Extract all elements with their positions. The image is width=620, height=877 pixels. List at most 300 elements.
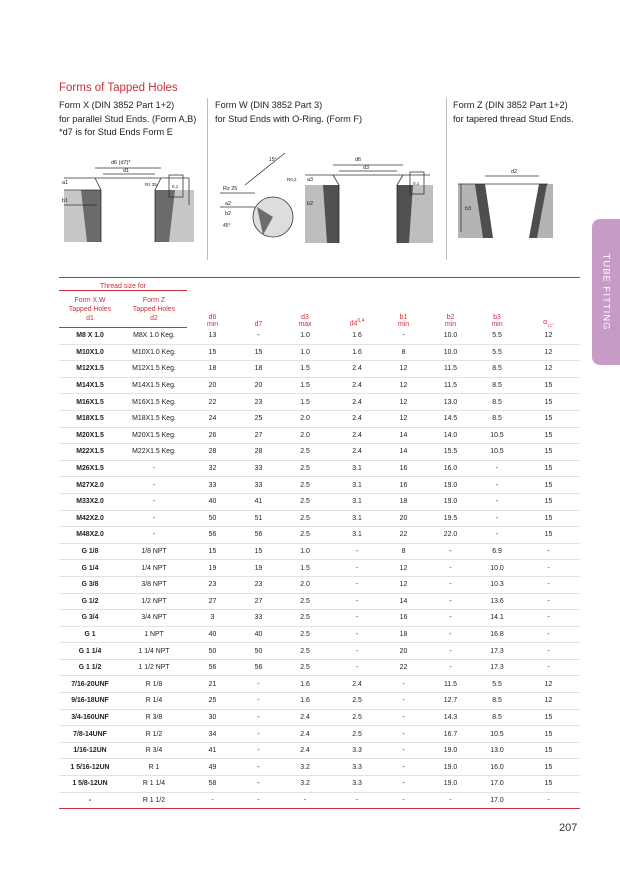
table-cell: 22.0 bbox=[424, 527, 477, 544]
table-cell: 2.5 bbox=[279, 659, 331, 676]
table-cell: 15 bbox=[517, 460, 580, 477]
table-cell: - bbox=[517, 659, 580, 676]
table-cell: M10X1.0 bbox=[59, 344, 121, 361]
table-cell: 8 bbox=[383, 344, 424, 361]
table-cell: 1 5/16-12UN bbox=[59, 759, 121, 776]
table-cell: 40 bbox=[187, 493, 238, 510]
label-a2: a2 bbox=[225, 201, 232, 207]
table-cell: 1.0 bbox=[279, 328, 331, 345]
table-cell: 1.6 bbox=[279, 676, 331, 693]
table-cell: 33 bbox=[238, 460, 279, 477]
table-cell: 10.5 bbox=[477, 427, 517, 444]
section-title: Forms of Tapped Holes bbox=[59, 82, 178, 94]
table-row bbox=[59, 560, 580, 577]
table-cell: - bbox=[383, 328, 424, 345]
table-cell: 13 bbox=[187, 328, 238, 345]
table-cell: 16 bbox=[383, 460, 424, 477]
header-b1 bbox=[383, 278, 424, 328]
table-cell: 12 bbox=[383, 410, 424, 427]
table-cell: 8.5 bbox=[477, 377, 517, 394]
header-d4-tolerance: 0,4 bbox=[357, 318, 365, 325]
table-cell: 11.5 bbox=[424, 361, 477, 378]
table-cell: 10.5 bbox=[477, 444, 517, 461]
header-b1-qualifier: min bbox=[397, 320, 410, 328]
table-cell: G 1/4 bbox=[59, 560, 121, 577]
table-cell: 17.3 bbox=[477, 659, 517, 676]
table-cell: 50 bbox=[238, 643, 279, 660]
table-cell: - bbox=[331, 593, 383, 610]
table-cell: M22X1.5 Keg. bbox=[121, 444, 187, 461]
table-cell: 2.0 bbox=[279, 576, 331, 593]
table-cell: 56 bbox=[238, 527, 279, 544]
table-cell: M8 X 1.0 bbox=[59, 328, 121, 345]
table-row bbox=[59, 776, 580, 793]
table-cell: 3.3 bbox=[331, 776, 383, 793]
table-cell: 12 bbox=[517, 693, 580, 710]
table-cell: 34 bbox=[187, 726, 238, 743]
table-cell: 8.5 bbox=[477, 709, 517, 726]
table-cell: 19.0 bbox=[424, 493, 477, 510]
label-angle-15: 15° bbox=[269, 157, 277, 163]
table-cell: 1.5 bbox=[279, 377, 331, 394]
table-cell: 13.0 bbox=[477, 742, 517, 759]
table-cell: - bbox=[517, 643, 580, 660]
table-cell: - bbox=[383, 776, 424, 793]
table-cell: G 1 1/4 bbox=[59, 643, 121, 660]
table-cell: - bbox=[331, 792, 383, 809]
table-cell: 12 bbox=[517, 676, 580, 693]
table-cell: - bbox=[238, 709, 279, 726]
table-row bbox=[59, 659, 580, 676]
table-cell: 2.4 bbox=[331, 676, 383, 693]
table-cell: 10.3 bbox=[477, 576, 517, 593]
table-cell: 2.5 bbox=[331, 693, 383, 710]
table-cell: - bbox=[477, 527, 517, 544]
table-cell: M16X1.5 Keg. bbox=[121, 394, 187, 411]
table-cell: 15 bbox=[517, 709, 580, 726]
table-cell: 27 bbox=[238, 593, 279, 610]
table-cell: 23 bbox=[238, 394, 279, 411]
table-cell: - bbox=[238, 742, 279, 759]
table-cell: 1.6 bbox=[331, 344, 383, 361]
table-cell: 2.4 bbox=[331, 361, 383, 378]
label-rz: Rz 25 bbox=[145, 182, 157, 187]
label-d6: d6 bbox=[355, 157, 362, 163]
table-cell: M42X2.0 bbox=[59, 510, 121, 527]
table-cell: 15 bbox=[517, 527, 580, 544]
table-cell: 1.0 bbox=[279, 344, 331, 361]
table-cell: 1.6 bbox=[331, 328, 383, 345]
table-cell: - bbox=[424, 593, 477, 610]
table-cell: 3.3 bbox=[331, 759, 383, 776]
header-form-z-line-3: d2 bbox=[150, 314, 158, 322]
table-cell: 20 bbox=[383, 643, 424, 660]
table-cell: - bbox=[477, 460, 517, 477]
table-cell: 12 bbox=[383, 576, 424, 593]
table-cell: 19.0 bbox=[424, 477, 477, 494]
header-b3-qualifier: min bbox=[491, 320, 503, 328]
table-cell: - bbox=[517, 543, 580, 560]
table-row bbox=[59, 693, 580, 710]
table-cell: 15 bbox=[517, 410, 580, 427]
table-cell: 28 bbox=[187, 444, 238, 461]
table-cell: 16 bbox=[383, 610, 424, 627]
form-x-drawing bbox=[59, 150, 204, 255]
label-angle-45: 45° bbox=[223, 223, 231, 229]
table-cell: 12 bbox=[383, 560, 424, 577]
header-form-z-line-1: Form Z bbox=[142, 296, 166, 304]
table-cell: G 1 bbox=[59, 626, 121, 643]
header-d7 bbox=[238, 278, 279, 328]
table-cell: - bbox=[121, 493, 187, 510]
header-alpha-tolerance: ±1° bbox=[547, 322, 554, 328]
table-cell: 41 bbox=[238, 493, 279, 510]
table-cell: 19 bbox=[238, 560, 279, 577]
table-cell: 58 bbox=[187, 776, 238, 793]
table-cell: 8.5 bbox=[477, 361, 517, 378]
table-cell: - bbox=[331, 643, 383, 660]
table-cell: 2.5 bbox=[331, 709, 383, 726]
table-cell: 1/4 NPT bbox=[121, 560, 187, 577]
table-cell: - bbox=[424, 560, 477, 577]
table-cell: M12X1.5 bbox=[59, 361, 121, 378]
form-w-drawing bbox=[215, 145, 443, 255]
table-cell: 16 bbox=[383, 477, 424, 494]
table-cell: 15 bbox=[187, 344, 238, 361]
table-cell: M16X1.5 bbox=[59, 394, 121, 411]
table-cell: 2.5 bbox=[279, 610, 331, 627]
table-row bbox=[59, 543, 580, 560]
table-cell: 1.5 bbox=[279, 361, 331, 378]
table-cell: 22 bbox=[187, 394, 238, 411]
table-cell: 8.5 bbox=[477, 394, 517, 411]
table-cell: M12X1.5 Keg. bbox=[121, 361, 187, 378]
table-cell: M10X1.0 Keg. bbox=[121, 344, 187, 361]
table-cell: 6.9 bbox=[477, 543, 517, 560]
label-a3: a3 bbox=[307, 177, 314, 183]
table-cell: 2.5 bbox=[279, 626, 331, 643]
table-cell: 16.7 bbox=[424, 726, 477, 743]
table-cell: 23 bbox=[187, 576, 238, 593]
header-d3-qualifier: max bbox=[298, 320, 312, 328]
table-cell: 21 bbox=[187, 676, 238, 693]
table-cell: 33 bbox=[238, 477, 279, 494]
table-cell: 18 bbox=[383, 626, 424, 643]
table-row bbox=[59, 527, 580, 544]
label-b1: b1 bbox=[62, 198, 69, 204]
table-cell: M14X1.5 bbox=[59, 377, 121, 394]
table-cell: - bbox=[121, 460, 187, 477]
label-b2-left: b2 bbox=[225, 211, 232, 217]
table-cell: 7/16-20UNF bbox=[59, 676, 121, 693]
table-row bbox=[59, 709, 580, 726]
table-cell: M22X1.5 bbox=[59, 444, 121, 461]
header-d3-name: d3 bbox=[301, 313, 309, 321]
table-row bbox=[59, 626, 580, 643]
table-cell: - bbox=[383, 759, 424, 776]
label-rz-w: Rz 25 bbox=[223, 186, 238, 192]
label-b2: b2 bbox=[307, 201, 314, 207]
table-cell: 17.3 bbox=[477, 643, 517, 660]
table-cell: 2.5 bbox=[279, 493, 331, 510]
table-cell: M48X2.0 bbox=[59, 527, 121, 544]
table-cell: 49 bbox=[187, 759, 238, 776]
form-z-description bbox=[453, 99, 574, 126]
header-d3 bbox=[279, 278, 331, 328]
table-cell: - bbox=[238, 792, 279, 809]
table-row bbox=[59, 361, 580, 378]
table-cell: 15 bbox=[517, 394, 580, 411]
label-d1: d1 bbox=[123, 168, 130, 174]
table-cell: - bbox=[477, 493, 517, 510]
table-cell: 2.4 bbox=[331, 444, 383, 461]
page-number: 207 bbox=[559, 822, 578, 834]
table-cell: 18 bbox=[187, 361, 238, 378]
table-cell: - bbox=[331, 560, 383, 577]
form-z-drawing bbox=[453, 160, 558, 250]
table-cell: - bbox=[383, 742, 424, 759]
table-cell: 3.1 bbox=[331, 477, 383, 494]
table-cell: 14 bbox=[383, 427, 424, 444]
table-cell: 56 bbox=[187, 659, 238, 676]
table-cell: - bbox=[424, 626, 477, 643]
table-cell: M18X1.5 Keg. bbox=[121, 410, 187, 427]
table-cell: 15 bbox=[517, 377, 580, 394]
table-row bbox=[59, 444, 580, 461]
table-cell: 1 5/8-12UN bbox=[59, 776, 121, 793]
table-cell: R 1 1/2 bbox=[121, 792, 187, 809]
table-cell: 10.5 bbox=[477, 726, 517, 743]
header-b2-name: b2 bbox=[446, 313, 455, 321]
table-cell: 12 bbox=[517, 328, 580, 345]
table-cell: 14 bbox=[383, 593, 424, 610]
table-cell: 2.0 bbox=[279, 410, 331, 427]
table-cell: - bbox=[238, 726, 279, 743]
table-cell: 15 bbox=[238, 344, 279, 361]
table-cell: 15 bbox=[517, 726, 580, 743]
table-cell: - bbox=[121, 510, 187, 527]
table-cell: 2.5 bbox=[279, 444, 331, 461]
table-cell: G 1/2 bbox=[59, 593, 121, 610]
table-cell: R 3/8 bbox=[121, 709, 187, 726]
table-cell: 15 bbox=[517, 776, 580, 793]
table-cell: - bbox=[383, 693, 424, 710]
table-cell: 10.0 bbox=[424, 344, 477, 361]
table-cell: 1.5 bbox=[279, 560, 331, 577]
table-cell: - bbox=[424, 792, 477, 809]
table-cell: 22 bbox=[383, 527, 424, 544]
table-cell: 16.0 bbox=[477, 759, 517, 776]
header-d7-name: d7 bbox=[254, 320, 263, 328]
table-cell: 25 bbox=[238, 410, 279, 427]
header-alpha bbox=[517, 278, 580, 328]
table-cell: - bbox=[238, 693, 279, 710]
form-x-line-3: *d7 is for Stud Ends Form E bbox=[59, 127, 173, 137]
table-cell: 13.6 bbox=[477, 593, 517, 610]
table-row bbox=[59, 394, 580, 411]
column-divider bbox=[446, 98, 447, 260]
table-cell: 2.5 bbox=[279, 460, 331, 477]
table-cell: 15 bbox=[517, 493, 580, 510]
table-cell: 22 bbox=[383, 659, 424, 676]
table-cell: - bbox=[331, 610, 383, 627]
table-cell: M20X1.5 bbox=[59, 427, 121, 444]
table-cell: R 1 1/4 bbox=[121, 776, 187, 793]
table-cell: R 1/4 bbox=[121, 693, 187, 710]
header-form-xw-line-3: d1 bbox=[86, 314, 94, 322]
table-cell: 18 bbox=[238, 361, 279, 378]
header-b2-qualifier: min bbox=[444, 320, 457, 328]
side-tab-label: TUBE FITTING bbox=[600, 253, 612, 331]
table-cell: 15 bbox=[517, 510, 580, 527]
table-cell: 3/4-160UNF bbox=[59, 709, 121, 726]
table-cell: 16.8 bbox=[477, 626, 517, 643]
table-cell: 24 bbox=[187, 410, 238, 427]
table-cell: G 3/4 bbox=[59, 610, 121, 627]
form-w-line-1: Form W (DIN 3852 Part 3) bbox=[215, 100, 323, 110]
table-cell: 40 bbox=[238, 626, 279, 643]
table-cell: 8 bbox=[383, 543, 424, 560]
table-cell: 56 bbox=[187, 527, 238, 544]
table-cell: 20 bbox=[383, 510, 424, 527]
table-cell: 15 bbox=[517, 427, 580, 444]
table-cell: - bbox=[121, 527, 187, 544]
table-cell: - bbox=[383, 792, 424, 809]
table-cell: - bbox=[517, 593, 580, 610]
table-cell: 1 1/2 NPT bbox=[121, 659, 187, 676]
table-cell: - bbox=[517, 610, 580, 627]
label-d3: d3 bbox=[363, 165, 370, 171]
table-cell: 20 bbox=[187, 377, 238, 394]
table-cell: R 1/8 bbox=[121, 676, 187, 693]
table-cell: - bbox=[424, 659, 477, 676]
thread-size-group-header: Thread size for bbox=[59, 278, 187, 291]
table-cell: 3.2 bbox=[279, 759, 331, 776]
table-cell: 40 bbox=[187, 626, 238, 643]
table-cell: 33 bbox=[187, 477, 238, 494]
table-cell: G 1 1/2 bbox=[59, 659, 121, 676]
table-cell: 2.4 bbox=[279, 726, 331, 743]
table-cell: 5.5 bbox=[477, 676, 517, 693]
table-cell: - bbox=[517, 576, 580, 593]
form-x-description bbox=[59, 99, 196, 140]
table-row bbox=[59, 610, 580, 627]
table-cell: 19.5 bbox=[424, 510, 477, 527]
table-cell: - bbox=[59, 792, 121, 809]
table-cell: - bbox=[187, 792, 238, 809]
table-cell: 23 bbox=[238, 576, 279, 593]
table-cell: 2.0 bbox=[279, 427, 331, 444]
table-cell: 33 bbox=[238, 610, 279, 627]
form-z-line-2: for tapered thread Stud Ends. bbox=[453, 113, 574, 124]
table-cell: - bbox=[477, 477, 517, 494]
table-cell: - bbox=[383, 726, 424, 743]
header-form-z bbox=[121, 291, 187, 328]
table-cell: 19 bbox=[187, 560, 238, 577]
table-cell: 15.5 bbox=[424, 444, 477, 461]
table-cell: 3.2 bbox=[279, 776, 331, 793]
table-cell: 1.5 bbox=[279, 394, 331, 411]
table-cell: 50 bbox=[187, 643, 238, 660]
table-cell: 17.0 bbox=[477, 792, 517, 809]
table-cell: 2.4 bbox=[331, 377, 383, 394]
table-cell: 2.4 bbox=[331, 410, 383, 427]
table-cell: - bbox=[238, 328, 279, 345]
table-row bbox=[59, 377, 580, 394]
label-tol-w: 0,1 bbox=[413, 181, 420, 186]
table-cell: - bbox=[424, 543, 477, 560]
table-cell: 12 bbox=[383, 377, 424, 394]
table-cell: 12 bbox=[383, 361, 424, 378]
table-cell: 16.0 bbox=[424, 460, 477, 477]
table-cell: 11.5 bbox=[424, 676, 477, 693]
table-cell: 12 bbox=[517, 361, 580, 378]
table-cell: - bbox=[331, 659, 383, 676]
table-cell: 19.0 bbox=[424, 742, 477, 759]
form-w-line-2: for Stud Ends with O-Ring. (Form F) bbox=[215, 113, 363, 124]
table-cell: 41 bbox=[187, 742, 238, 759]
table-cell: 9/16-18UNF bbox=[59, 693, 121, 710]
table-cell: 2.4 bbox=[279, 709, 331, 726]
label-d6d7: d6 (d7)* bbox=[111, 160, 131, 166]
table-cell: - bbox=[331, 576, 383, 593]
header-form-xw-line-2: Tapped Holes bbox=[68, 305, 112, 313]
table-row bbox=[59, 477, 580, 494]
table-cell: 5.5 bbox=[477, 328, 517, 345]
table-cell: M33X2.0 bbox=[59, 493, 121, 510]
table-cell: 2.5 bbox=[331, 726, 383, 743]
table-cell: 1 NPT bbox=[121, 626, 187, 643]
header-b3 bbox=[477, 278, 517, 328]
table-cell: R 3/4 bbox=[121, 742, 187, 759]
table-cell: 15 bbox=[517, 759, 580, 776]
label-r: R0,2 bbox=[287, 177, 297, 182]
table-cell: 26 bbox=[187, 427, 238, 444]
table-cell: M26X1.5 bbox=[59, 460, 121, 477]
table-cell: R 1 bbox=[121, 759, 187, 776]
table-cell: 15 bbox=[187, 543, 238, 560]
table-cell: - bbox=[238, 676, 279, 693]
table-cell: 1/16-12UN bbox=[59, 742, 121, 759]
header-form-z-line-2: Tapped Holes bbox=[132, 305, 176, 313]
table-row bbox=[59, 643, 580, 660]
table-cell: 15 bbox=[517, 477, 580, 494]
table-cell: 13.0 bbox=[424, 394, 477, 411]
table-cell: M14X1.5 Keg. bbox=[121, 377, 187, 394]
header-d6 bbox=[187, 278, 238, 328]
table-cell: G 3/8 bbox=[59, 576, 121, 593]
table-cell: 12.7 bbox=[424, 693, 477, 710]
table-cell: 14.0 bbox=[424, 427, 477, 444]
table-cell: 3.1 bbox=[331, 493, 383, 510]
table-cell: 10.0 bbox=[424, 328, 477, 345]
table-row bbox=[59, 493, 580, 510]
header-d6-name: d6 bbox=[208, 313, 217, 321]
table-cell: 3.1 bbox=[331, 527, 383, 544]
table-cell: 17.0 bbox=[477, 776, 517, 793]
table-cell: 15 bbox=[517, 444, 580, 461]
table-body bbox=[59, 328, 580, 809]
table-row bbox=[59, 410, 580, 427]
table-cell: 11.5 bbox=[424, 377, 477, 394]
table-row bbox=[59, 510, 580, 527]
table-row bbox=[59, 726, 580, 743]
table-cell: 30 bbox=[187, 709, 238, 726]
form-z-line-1: Form Z (DIN 3852 Part 1+2) bbox=[453, 100, 568, 110]
label-b3: b3 bbox=[465, 206, 472, 212]
table-row bbox=[59, 328, 580, 345]
table-cell: 14 bbox=[383, 444, 424, 461]
